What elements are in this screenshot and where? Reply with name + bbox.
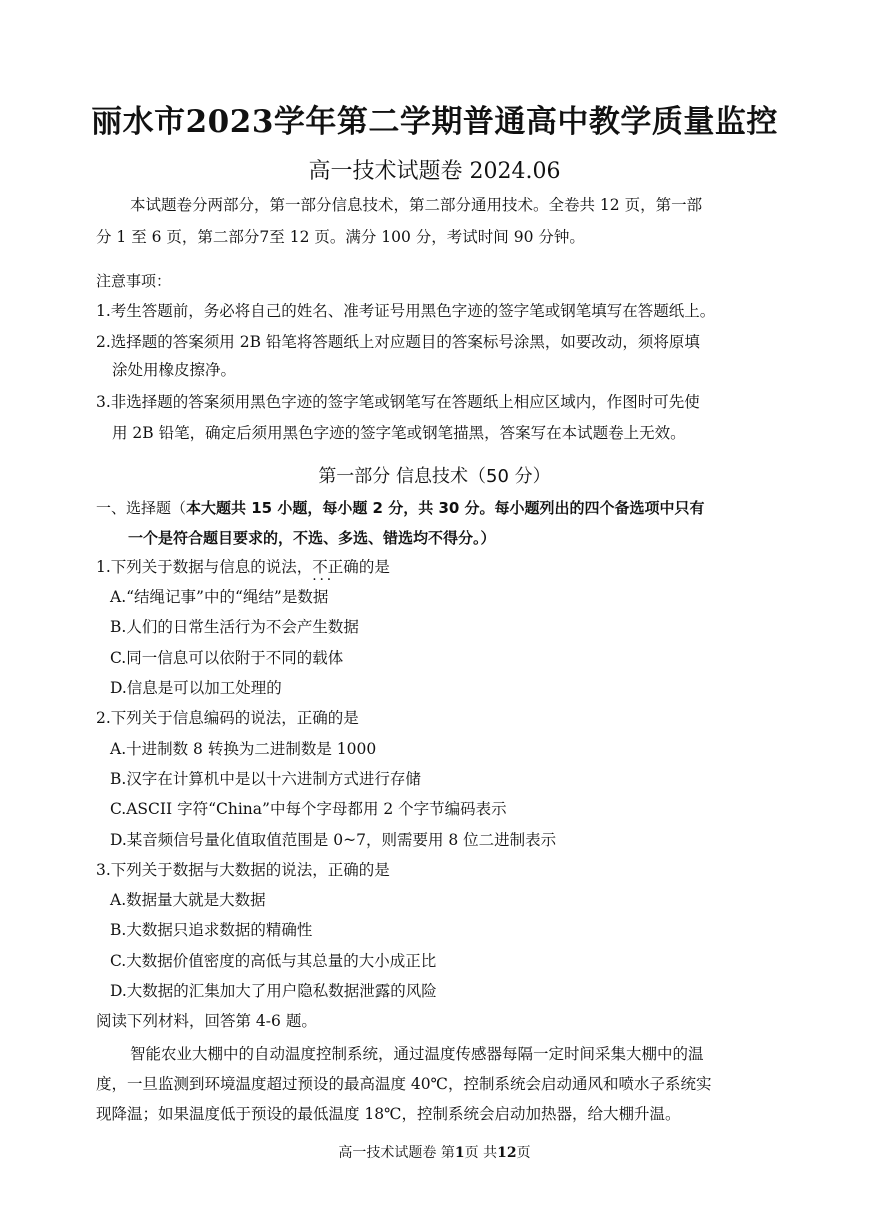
intro-line-2: 分 1 至 6 页，第二部分7至 12 页。满分 100 分，考试时间 90 分钟。 bbox=[96, 228, 585, 246]
note-line-3: 3.非选择题的答案须用黑色字迹的签字笔或钢笔写在答题纸上相应区域内，作图时可先使 bbox=[96, 393, 700, 411]
question-1-option-c: C.同一信息可以依附于不同的载体 bbox=[110, 649, 344, 667]
page-total: 12 bbox=[497, 1145, 517, 1161]
question-3-option-b: B.大数据只追求数据的精确性 bbox=[110, 921, 313, 939]
question-3-option-d: D.大数据的汇集加大了用户隐私数据泄露的风险 bbox=[110, 982, 437, 1000]
section-intro-bold: 本大题共 15 小题，每小题 2 分，共 30 分。每小题列出的四个备选项中只有 bbox=[186, 499, 705, 517]
note-line-2-cont: 涂处用橡皮擦净。 bbox=[112, 361, 237, 379]
reading-line-1: 智能农业大棚中的自动温度控制系统，通过温度传感器每隔一定时间采集大棚中的温 bbox=[130, 1045, 704, 1063]
question-3-stem: 3.下列关于数据与大数据的说法，正确的是 bbox=[96, 861, 390, 879]
reading-prompt: 阅读下列材料，回答第 4-6 题。 bbox=[96, 1012, 317, 1030]
question-2-stem: 2.下列关于信息编码的说法，正确的是 bbox=[96, 709, 359, 727]
page-subtitle: 高一技术试题卷 2024.06 bbox=[308, 159, 561, 184]
section-intro-line-2: 一个是符合题目要求的，不选、多选、错选均不得分。） bbox=[128, 529, 496, 547]
emphasis-mark: 不正确 · · · bbox=[312, 558, 359, 576]
section-title: 第一部分 信息技术（50 分） bbox=[318, 466, 551, 487]
page-title: 丽水市2023学年第二学期普通高中教学质量监控 bbox=[91, 104, 778, 140]
reading-line-3: 现降温；如果温度低于预设的最低温度 18℃，控制系统会启动加热器，给大棚升温。 bbox=[96, 1105, 681, 1123]
reading-line-2: 度，一旦监测到环境温度超过预设的最高温度 40℃，控制系统会启动通风和喷水子系统实 bbox=[96, 1075, 712, 1093]
note-line-2: 2.选择题的答案须用 2B 铅笔将答题纸上对应题目的答案标号涂黑，如要改动，须将原填 bbox=[96, 333, 700, 351]
question-1-option-b: B.人们的日常生活行为不会产生数据 bbox=[110, 618, 359, 636]
note-line-1: 1.考生答题前，务必将自己的姓名、准考证号用黑色字迹的签字笔或钢笔填写在答题纸上。 bbox=[96, 302, 716, 320]
question-1-stem: 1.下列关于数据与信息的说法，不正确 · · ·的是 bbox=[96, 555, 390, 577]
question-1-option-d: D.信息是可以加工处理的 bbox=[110, 679, 282, 697]
notes-heading: 注意事项： bbox=[96, 272, 172, 290]
question-2-option-d: D.某音频信号量化值取值范围是 0~7，则需要用 8 位二进制表示 bbox=[110, 831, 557, 849]
question-2-option-a: A.十进制数 8 转换为二进制数是 1000 bbox=[110, 740, 377, 758]
question-3-option-c: C.大数据价值密度的高低与其总量的大小成正比 bbox=[110, 952, 437, 970]
section-intro: 一、选择题（本大题共 15 小题，每小题 2 分，共 30 分。每小题列出的四个备选项中只有 bbox=[96, 499, 705, 517]
page-number: 1 bbox=[454, 1145, 465, 1161]
note-line-3-cont: 用 2B 铅笔，确定后须用黑色字迹的签字笔或钢笔描黑，答案写在本试题卷上无效。 bbox=[112, 424, 686, 442]
question-2-option-c: C.ASCII 字符“China”中每个字母都用 2 个字节编码表示 bbox=[110, 800, 507, 818]
question-3-option-a: A.数据量大就是大数据 bbox=[110, 891, 266, 909]
page-footer: 高一技术试题卷 第1页 共12页 bbox=[338, 1145, 531, 1161]
question-2-option-b: B.汉字在计算机中是以十六进制方式进行存储 bbox=[110, 770, 421, 788]
question-1-option-a: A.“结绳记事”中的“绳结”是数据 bbox=[110, 588, 329, 606]
intro-line-1: 本试题卷分两部分，第一部分信息技术，第二部分通用技术。全卷共 12 页，第一部 bbox=[130, 196, 703, 214]
